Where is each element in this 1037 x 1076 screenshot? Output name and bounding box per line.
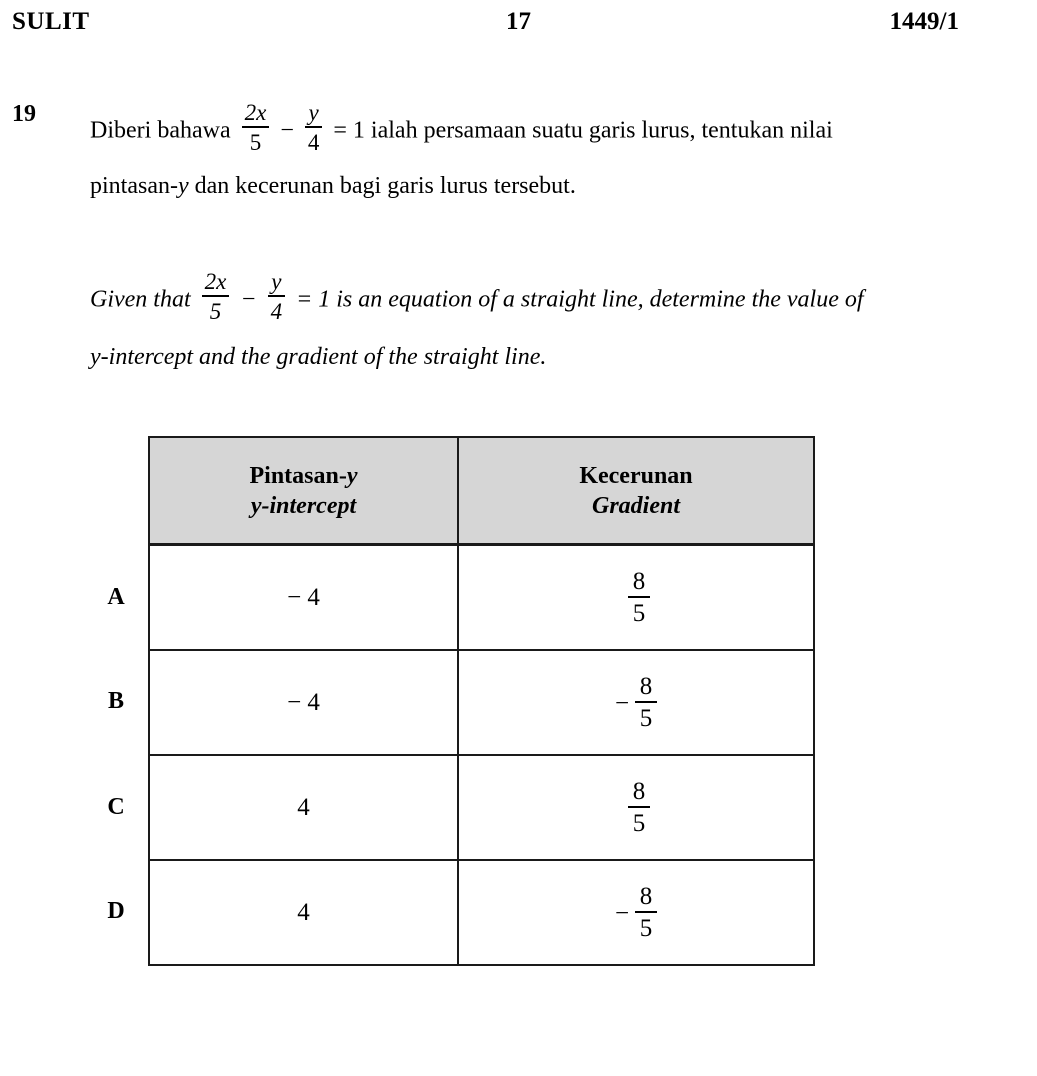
fraction-numerator: y: [308, 100, 319, 125]
option-letter-a[interactable]: A: [107, 584, 125, 610]
fraction-numerator: 8: [639, 673, 653, 700]
question-malay-line-1: [90, 101, 833, 154]
fraction-bar: [305, 126, 323, 128]
fraction-denominator: 5: [639, 915, 653, 942]
english-fraction-2x-over-5: [202, 270, 230, 323]
column-header-y-intercept: [149, 437, 458, 545]
cell-gradient-a: [458, 545, 814, 651]
gradient-fraction-a: [622, 569, 650, 626]
gradient-fraction-d: [615, 884, 657, 941]
negative-sign: −: [614, 689, 630, 717]
confidential-label: SULIT: [12, 8, 90, 35]
cell-y-intercept-c: [149, 755, 458, 860]
fraction-denominator: 5: [632, 600, 646, 627]
malay-equals-one: = 1: [333, 117, 365, 144]
question-malay-line-2: [90, 173, 576, 201]
column-header-malay: Pintasan-y: [249, 462, 358, 489]
italic-y: y: [346, 462, 358, 489]
fraction-bar: [242, 126, 270, 128]
malay-stem-suffix: ialah persamaan suatu garis lurus, tentukan nilai: [370, 117, 833, 144]
fraction: [635, 674, 657, 731]
fraction: [635, 884, 657, 941]
fraction-denominator: 4: [307, 130, 320, 155]
fraction-bar: [202, 295, 230, 297]
malay-fraction-y-over-4: [305, 101, 323, 154]
value-y-intercept: − 4: [287, 583, 320, 611]
fraction: [628, 779, 650, 836]
malay-minus-operator: −: [280, 117, 294, 144]
negative-sign: −: [614, 899, 630, 927]
fraction-numerator: 2x: [244, 100, 267, 125]
fraction: [628, 569, 650, 626]
cell-y-intercept-b: [149, 650, 458, 755]
english-stem-suffix: is an equation of a straight line, determine the value of: [336, 286, 864, 313]
question-english-line-1: [90, 270, 864, 323]
table-row[interactable]: [149, 650, 814, 755]
option-letter-c[interactable]: C: [107, 794, 125, 820]
column-header-english: y-intercept: [250, 492, 357, 519]
column-header-malay: Kecerunan: [579, 462, 693, 489]
malay-stem-line-2-text: pintasan-y dan kecerunan bagi garis lurus tersebut.: [90, 173, 576, 199]
gradient-fraction-c: [622, 779, 650, 836]
fraction-numerator: 8: [632, 568, 646, 595]
malay-stem-prefix: Diberi bahawa: [90, 117, 231, 144]
column-header-gradient: [458, 437, 814, 545]
question-english-line-2: [90, 344, 546, 372]
english-minus-operator: −: [240, 286, 257, 313]
table-row[interactable]: [149, 545, 814, 651]
table-row[interactable]: [149, 860, 814, 965]
paper-code: 1449/1: [889, 8, 959, 35]
malay-fraction-2x-over-5: [242, 101, 270, 154]
fraction-numerator: 8: [639, 883, 653, 910]
fraction-denominator: 5: [632, 810, 646, 837]
fraction-denominator: 5: [209, 299, 222, 324]
answer-options-table: [148, 436, 815, 966]
value-y-intercept: − 4: [287, 688, 320, 716]
option-letter-b[interactable]: B: [107, 688, 124, 714]
option-letter-d[interactable]: D: [107, 898, 125, 924]
value-y-intercept: 4: [297, 793, 310, 821]
fraction-numerator: 8: [632, 778, 646, 805]
english-fraction-y-over-4: [268, 270, 286, 323]
english-stem-prefix: Given that: [90, 286, 191, 313]
cell-gradient-c: [458, 755, 814, 860]
english-stem-line-2-text: y-intercept and the gradient of the straight line.: [90, 344, 547, 370]
fraction-numerator: 2x: [204, 269, 227, 294]
cell-gradient-d: [458, 860, 814, 965]
table-header-row: [149, 437, 814, 545]
gradient-fraction-b: [615, 674, 657, 731]
question-number: 19: [12, 101, 36, 127]
fraction-numerator: y: [271, 269, 282, 294]
fraction-denominator: 5: [639, 705, 653, 732]
page-header: [0, 8, 1037, 42]
fraction-denominator: 5: [249, 130, 262, 155]
cell-y-intercept-d: [149, 860, 458, 965]
table-row[interactable]: [149, 755, 814, 860]
page-number: 17: [506, 8, 531, 35]
english-equals-one: = 1: [296, 286, 331, 313]
fraction-bar: [268, 295, 286, 297]
fraction-denominator: 4: [270, 299, 283, 324]
value-y-intercept: 4: [297, 898, 310, 926]
cell-gradient-b: [458, 650, 814, 755]
cell-y-intercept-a: [149, 545, 458, 651]
column-header-english: Gradient: [591, 492, 680, 519]
italic-y: y: [177, 173, 189, 199]
